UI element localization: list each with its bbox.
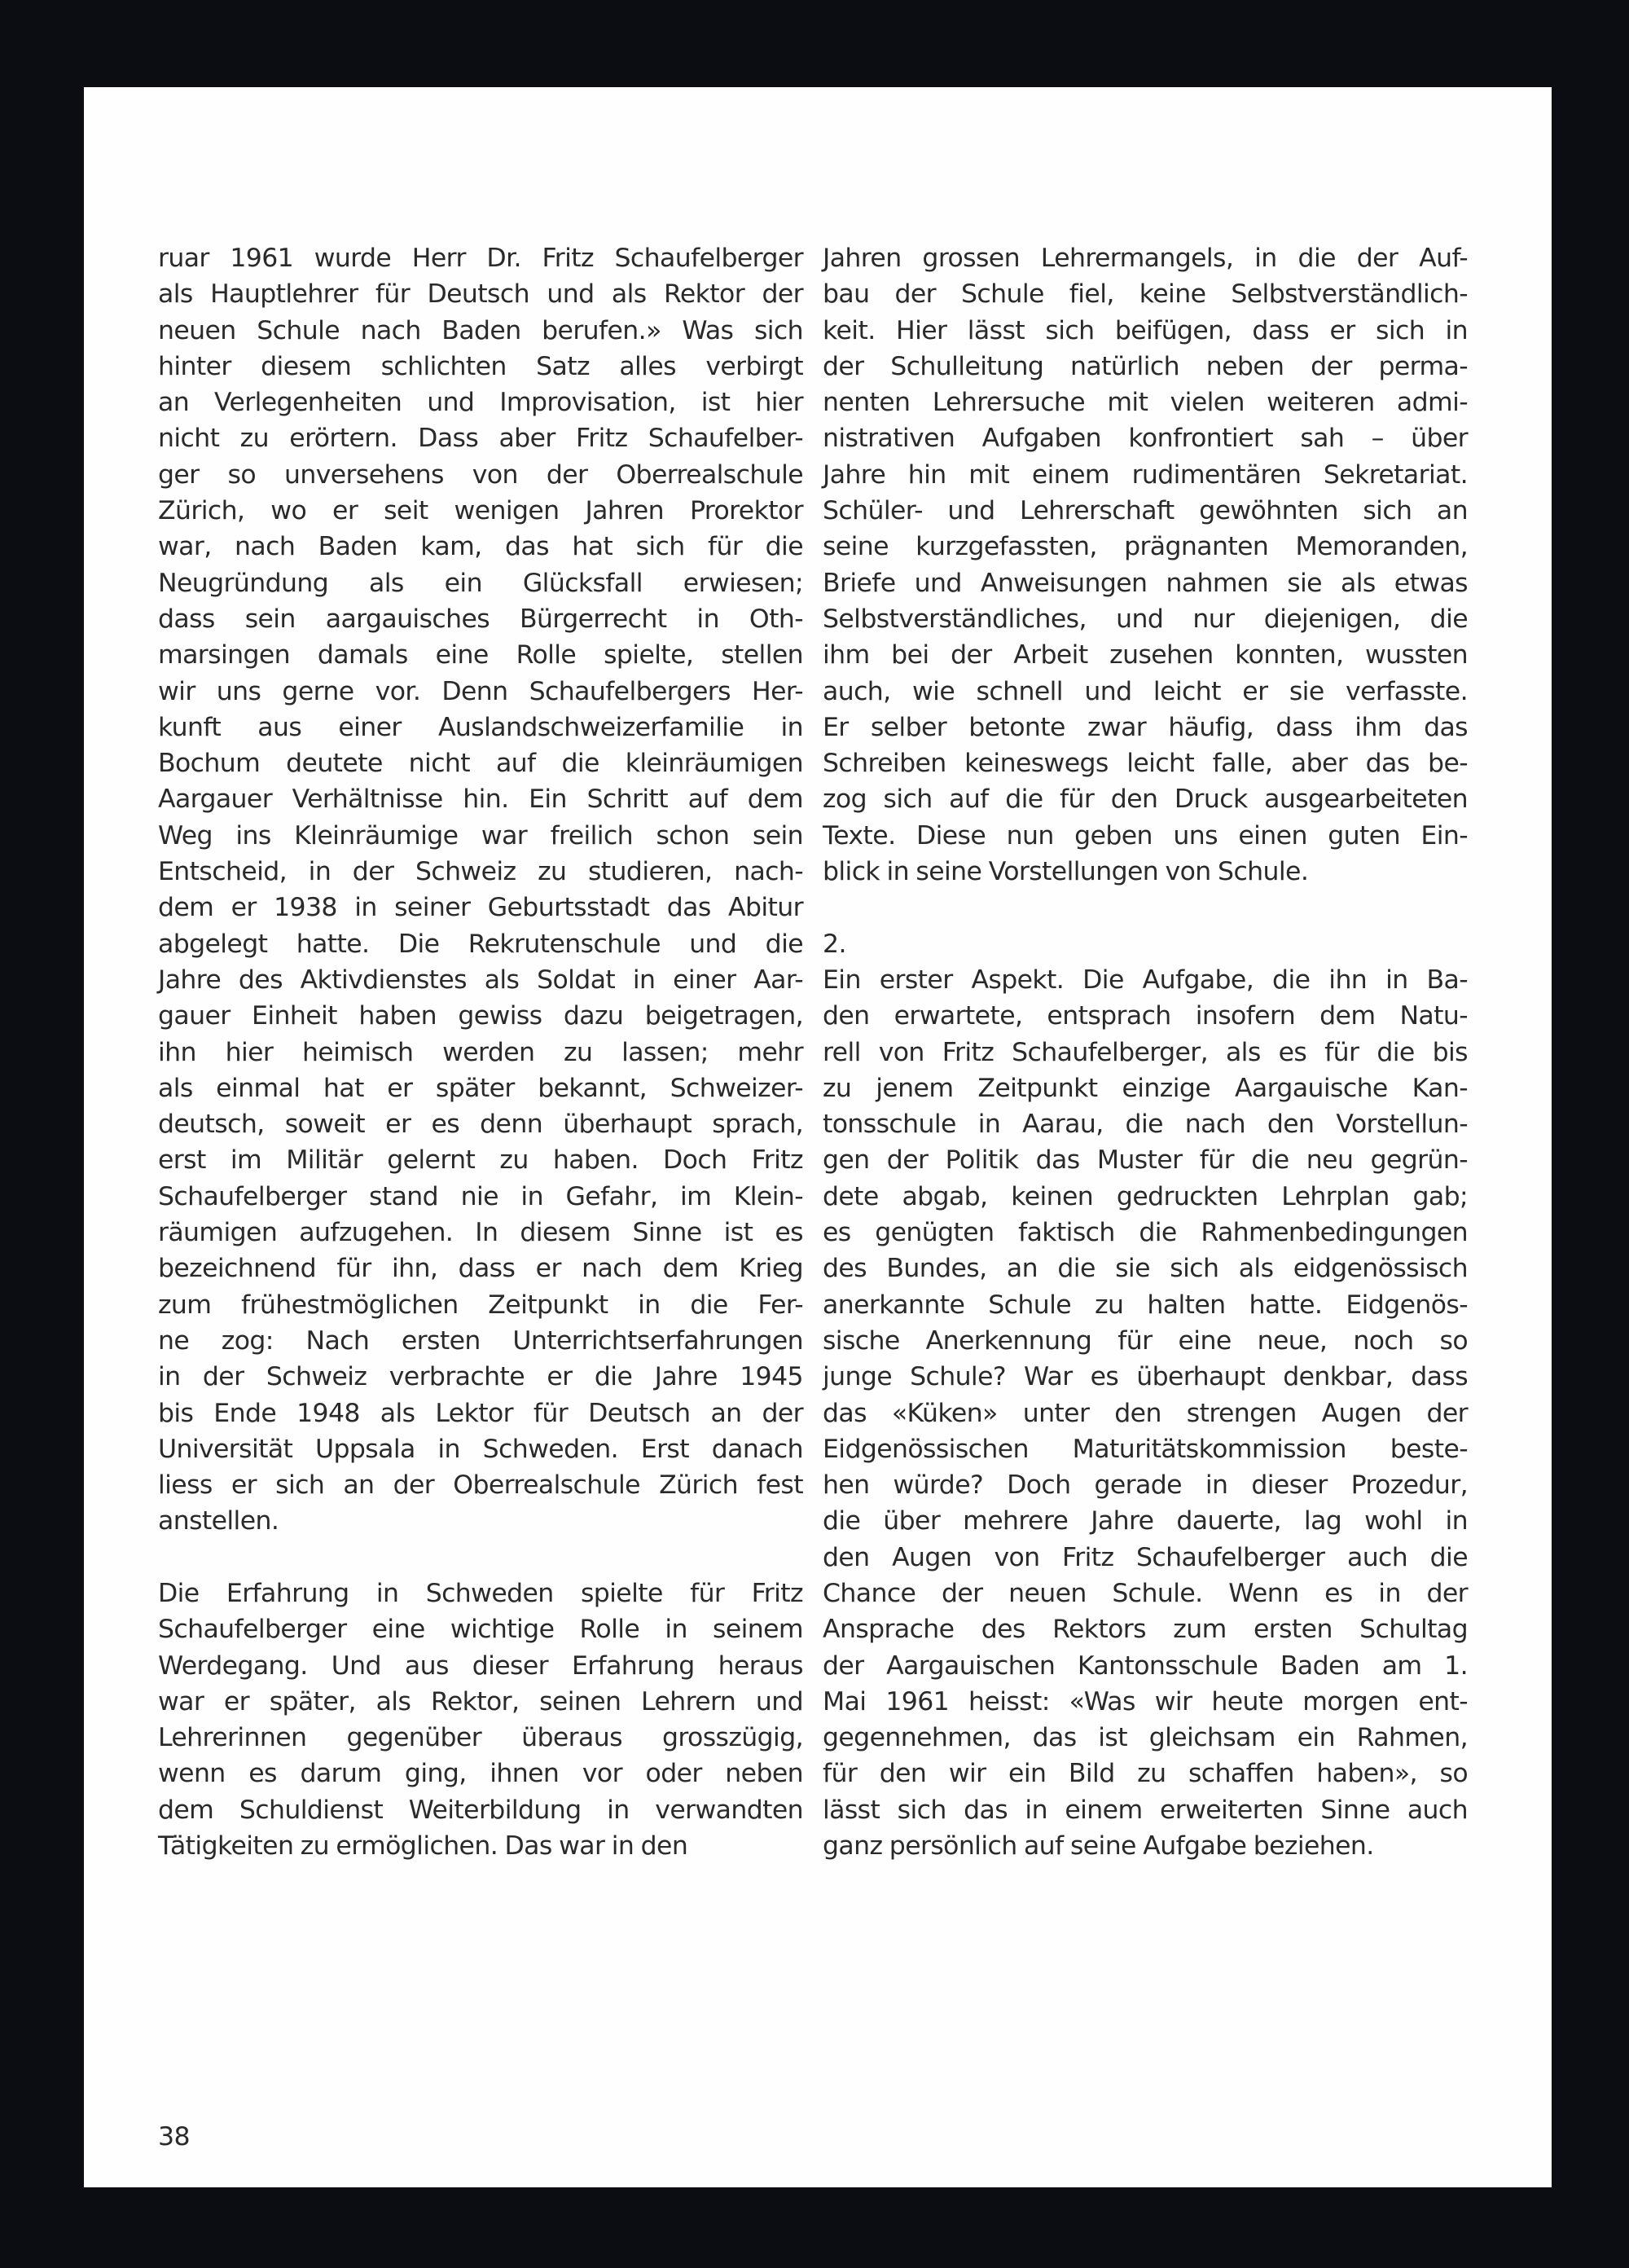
text-line: dem Schuldienst Weiterbildung in verwandten xyxy=(158,1795,803,1825)
text-line: das «Küken» unter den strengen Augen der xyxy=(823,1398,1468,1428)
text-line: Jahre des Aktivdienstes als Soldat in einer Aar- xyxy=(158,965,803,995)
text-line: kunft aus einer Auslandschweizerfamilie in xyxy=(158,712,803,742)
right-column xyxy=(823,240,1468,1864)
text-line: erst im Militär gelernt zu haben. Doch Fritz xyxy=(158,1145,803,1176)
paragraph xyxy=(823,962,1468,1864)
text-line: Bochum deutete nicht auf die kleinräumigen xyxy=(158,749,803,779)
text-line: wir uns gerne vor. Denn Schaufelbergers Her- xyxy=(158,676,803,706)
text-line: zu jenem Zeitpunkt einzige Aargauische Kan- xyxy=(823,1073,1468,1103)
text-line: die über mehrere Jahre dauerte, lag wohl in xyxy=(823,1506,1468,1536)
section-number: 2. xyxy=(823,929,846,959)
text-line: Briefe und Anweisungen nahmen sie als etwas xyxy=(823,568,1468,598)
text-line: als Hauptlehrer für Deutsch und als Rektor der xyxy=(158,279,803,310)
text-line: hen würde? Doch gerade in dieser Prozedur, xyxy=(823,1470,1468,1501)
left-column xyxy=(158,240,803,1864)
text-line: dass sein aargauisches Bürgerrecht in Oth- xyxy=(158,604,803,634)
text-line: liess er sich an der Oberrealschule Zürich fest xyxy=(158,1470,803,1501)
text-line: ne zog: Nach ersten Unterrichtserfahrungen xyxy=(158,1325,803,1356)
text-line: nistrativen Aufgaben konfrontiert sah – über xyxy=(823,424,1468,454)
text-line: bezeichnend für ihn, dass er nach dem Krieg xyxy=(158,1254,803,1284)
text-line: neuen Schule nach Baden berufen.» Was sich xyxy=(158,315,803,345)
text-line: Jahre hin mit einem rudimentären Sekretariat. xyxy=(823,459,1468,490)
text-line: der Aargauischen Kantonsschule Baden am 1. xyxy=(823,1650,1468,1681)
text-line: ihm bei der Arbeit zusehen konnten, wussten xyxy=(823,640,1468,670)
text-line: gegennehmen, das ist gleichsam ein Rahmen, xyxy=(823,1723,1468,1753)
text-line: bau der Schule fiel, keine Selbstverständlich- xyxy=(823,279,1468,310)
text-line: anstellen. xyxy=(158,1506,279,1536)
text-line: keit. Hier lässt sich beifügen, dass er sich in xyxy=(823,315,1468,345)
text-line: Neugründung als ein Glücksfall erwiesen; xyxy=(158,568,803,598)
text-line: war, nach Baden kam, das hat sich für die xyxy=(158,532,803,562)
text-line: marsingen damals eine Rolle spielte, stellen xyxy=(158,640,803,670)
text-line: als einmal hat er später bekannt, Schweizer- xyxy=(158,1073,803,1103)
paragraph xyxy=(158,240,803,1540)
text-line: dete abgab, keinen gedruckten Lehrplan gab; xyxy=(823,1181,1468,1211)
text-line: der Schulleitung natürlich neben der perma- xyxy=(823,351,1468,381)
text-line: tonsschule in Aarau, die nach den Vorstellun- xyxy=(823,1110,1468,1140)
text-line: zum frühestmöglichen Zeitpunkt in die Fer- xyxy=(158,1290,803,1320)
text-line: ihn hier heimisch werden zu lassen; mehr xyxy=(158,1037,803,1067)
text-line: auch, wie schnell und leicht er sie verfasste. xyxy=(823,676,1468,706)
text-line: Mai 1961 heisst: «Was wir heute morgen ent- xyxy=(823,1686,1468,1716)
text-line: Die Erfahrung in Schweden spielte für Fritz xyxy=(158,1578,803,1608)
text-line: junge Schule? War es überhaupt denkbar, dass xyxy=(823,1362,1468,1392)
document-page xyxy=(84,87,1552,2187)
text-line: ganz persönlich auf seine Aufgabe beziehen. xyxy=(823,1831,1374,1861)
page-number: 38 xyxy=(158,2122,190,2152)
text-line: rell von Fritz Schaufelberger, als es für die bis xyxy=(823,1037,1468,1067)
text-line: Werdegang. Und aus dieser Erfahrung heraus xyxy=(158,1650,803,1681)
text-line: Zürich, wo er seit wenigen Jahren Prorektor xyxy=(158,496,803,526)
text-line: Ein erster Aspekt. Die Aufgabe, die ihn in Ba- xyxy=(823,965,1468,995)
text-line: an Verlegenheiten und Improvisation, ist hier xyxy=(158,388,803,418)
text-line: Eidgenössischen Maturitätskommission beste- xyxy=(823,1434,1468,1464)
text-line: gauer Einheit haben gewiss dazu beigetragen, xyxy=(158,1001,803,1031)
text-line: in der Schweiz verbrachte er die Jahre 1945 xyxy=(158,1362,803,1392)
paragraph xyxy=(158,1576,803,1864)
text-line: ger so unversehens von der Oberrealschule xyxy=(158,459,803,490)
text-line: lässt sich das in einem erweiterten Sinne auch xyxy=(823,1795,1468,1825)
text-line: hinter diesem schlichten Satz alles verbirgt xyxy=(158,351,803,381)
text-line: Schüler- und Lehrerschaft gewöhnten sich an xyxy=(823,496,1468,526)
text-line: Universität Uppsala in Schweden. Erst danach xyxy=(158,1434,803,1464)
text-line: dem er 1938 in seiner Geburtsstadt das Abitur xyxy=(158,893,803,923)
text-line: den Augen von Fritz Schaufelberger auch die xyxy=(823,1542,1468,1572)
text-line: nicht zu erörtern. Dass aber Fritz Schaufelber- xyxy=(158,424,803,454)
text-line: Tätigkeiten zu ermöglichen. Das war in den xyxy=(158,1831,688,1861)
text-line: Jahren grossen Lehrermangels, in die der Auf- xyxy=(823,244,1468,273)
text-line: Er selber betonte zwar häufig, dass ihm das xyxy=(823,712,1468,742)
text-line: wenn es darum ging, ihnen vor oder neben xyxy=(158,1759,803,1789)
text-line: zog sich auf die für den Druck ausgearbeiteten xyxy=(823,785,1468,815)
text-line: Schaufelberger eine wichtige Rolle in seinem xyxy=(158,1615,803,1645)
text-line: deutsch, soweit er es denn überhaupt sprach, xyxy=(158,1110,803,1140)
text-line: abgelegt hatte. Die Rekrutenschule und die xyxy=(158,929,803,959)
text-line: den erwartete, entsprach insofern dem Natu- xyxy=(823,1001,1468,1031)
paragraph xyxy=(823,240,1468,890)
text-line: seine kurzgefassten, prägnanten Memoranden, xyxy=(823,532,1468,562)
text-line: war er später, als Rektor, seinen Lehrern und xyxy=(158,1686,803,1716)
text-line: ruar 1961 wurde Herr Dr. Fritz Schaufelberger xyxy=(158,244,803,273)
text-line: Ansprache des Rektors zum ersten Schultag xyxy=(823,1615,1468,1645)
text-line: es genügten faktisch die Rahmenbedingungen xyxy=(823,1218,1468,1248)
text-line: Lehrerinnen gegenüber überaus grosszügig, xyxy=(158,1723,803,1753)
text-line: bis Ende 1948 als Lektor für Deutsch an der xyxy=(158,1398,803,1428)
text-line: Schreiben keineswegs leicht falle, aber das be- xyxy=(823,749,1468,779)
text-line: Weg ins Kleinräumige war freilich schon sein xyxy=(158,820,803,850)
text-line: Chance der neuen Schule. Wenn es in der xyxy=(823,1578,1468,1608)
text-line: nenten Lehrersuche mit vielen weiteren admi- xyxy=(823,388,1468,418)
text-line: räumigen aufzugehen. In diesem Sinne ist es xyxy=(158,1218,803,1248)
text-line: gen der Politik das Muster für die neu gegrün- xyxy=(823,1145,1468,1176)
text-line: Texte. Diese nun geben uns einen guten Ein- xyxy=(823,820,1468,850)
text-line: blick in seine Vorstellungen von Schule. xyxy=(823,857,1309,887)
text-line: anerkannte Schule zu halten hatte. Eidgenös- xyxy=(823,1290,1468,1320)
text-line: Schaufelberger stand nie in Gefahr, im Klein- xyxy=(158,1181,803,1211)
text-line: Aargauer Verhältnisse hin. Ein Schritt auf dem xyxy=(158,785,803,815)
text-line: Selbstverständliches, und nur diejenigen, die xyxy=(823,604,1468,634)
text-line: sische Anerkennung für eine neue, noch so xyxy=(823,1325,1468,1356)
text-line: des Bundes, an die sie sich als eidgenössisch xyxy=(823,1254,1468,1284)
text-line: Entscheid, in der Schweiz zu studieren, nach- xyxy=(158,857,803,887)
text-line: für den wir ein Bild zu schaffen haben», so xyxy=(823,1759,1468,1789)
